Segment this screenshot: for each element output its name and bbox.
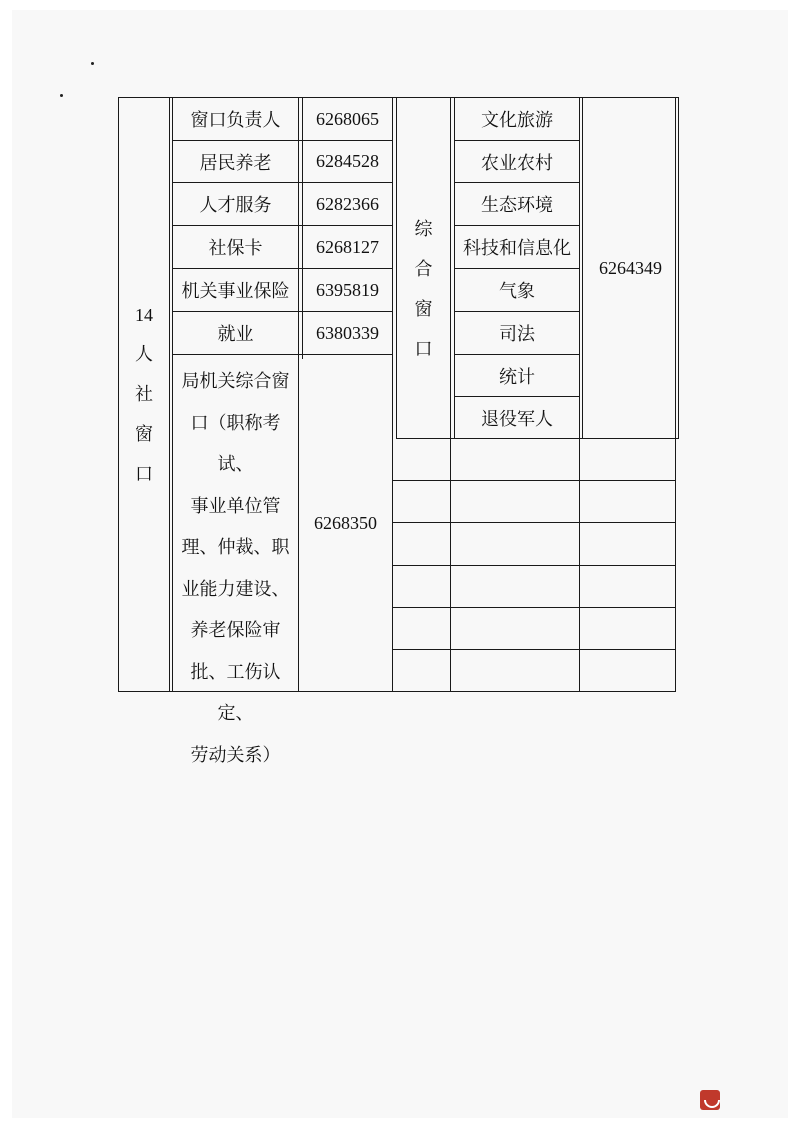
table-line (450, 97, 451, 692)
composite-line: 局机关综合窗 (181, 371, 290, 392)
window-name: 机关事业保险 (181, 281, 290, 302)
table-border (678, 97, 679, 439)
window-name: 窗口负责人 (190, 110, 281, 131)
scan-app-logo-icon (700, 1090, 720, 1110)
composite-line: 批、工伤认定、 (190, 661, 281, 724)
window-phone: 6380339 (316, 322, 379, 343)
window-phone: 6282366 (316, 193, 379, 214)
bureau-composite-window (173, 355, 298, 766)
table-line (392, 607, 676, 608)
window-name: 居民养老 (199, 152, 272, 174)
label-char: 合 (414, 259, 433, 280)
table-line (169, 97, 170, 692)
label-char: 口 (135, 464, 153, 485)
department-item: 司法 (499, 324, 535, 345)
department-item: 农业农村 (481, 152, 553, 174)
label-char: 综 (414, 219, 433, 240)
table-line (392, 480, 676, 481)
department-item: 生态环境 (481, 195, 553, 216)
table-line (392, 522, 676, 523)
table-line (392, 97, 393, 692)
composite-line: 业能力建设、 (181, 578, 290, 600)
department-item: 退役军人 (481, 408, 553, 430)
window-phone: 6284528 (316, 151, 379, 171)
label-char: 社 (135, 384, 153, 405)
table-line (396, 438, 679, 439)
composite-line: 养老保险审 (190, 620, 281, 641)
label-char: 窗 (414, 299, 433, 320)
window-phone: 6395819 (316, 279, 379, 300)
window-phone: 6268127 (316, 236, 379, 257)
department-item: 科技和信息化 (463, 238, 571, 259)
table-line (579, 97, 580, 692)
department-item: 统计 (499, 366, 535, 388)
composite-line: 事业单位管 (190, 495, 281, 517)
window-phone: 6268065 (316, 108, 379, 129)
department-item: 文化旅游 (481, 110, 553, 131)
composite-window-phone: 6264349 (599, 257, 662, 278)
label-char: 窗 (135, 424, 153, 445)
composite-phone: 6268350 (314, 512, 377, 533)
composite-line: 劳动关系） (190, 744, 281, 766)
composite-line: 理、仲裁、职 (181, 537, 290, 558)
label-char: 人 (135, 344, 153, 365)
table-line (392, 565, 676, 566)
composite-window-label (397, 210, 450, 370)
window-name: 人才服务 (199, 195, 272, 216)
window-name: 就业 (217, 324, 254, 345)
composite-line: 口（职称考试、 (190, 412, 281, 475)
department-item: 气象 (499, 281, 535, 302)
window-name: 社保卡 (208, 238, 263, 259)
group-number: 14 (135, 305, 153, 325)
renshe-window-label (119, 290, 169, 500)
label-char: 口 (414, 339, 433, 360)
table-line (392, 649, 676, 650)
